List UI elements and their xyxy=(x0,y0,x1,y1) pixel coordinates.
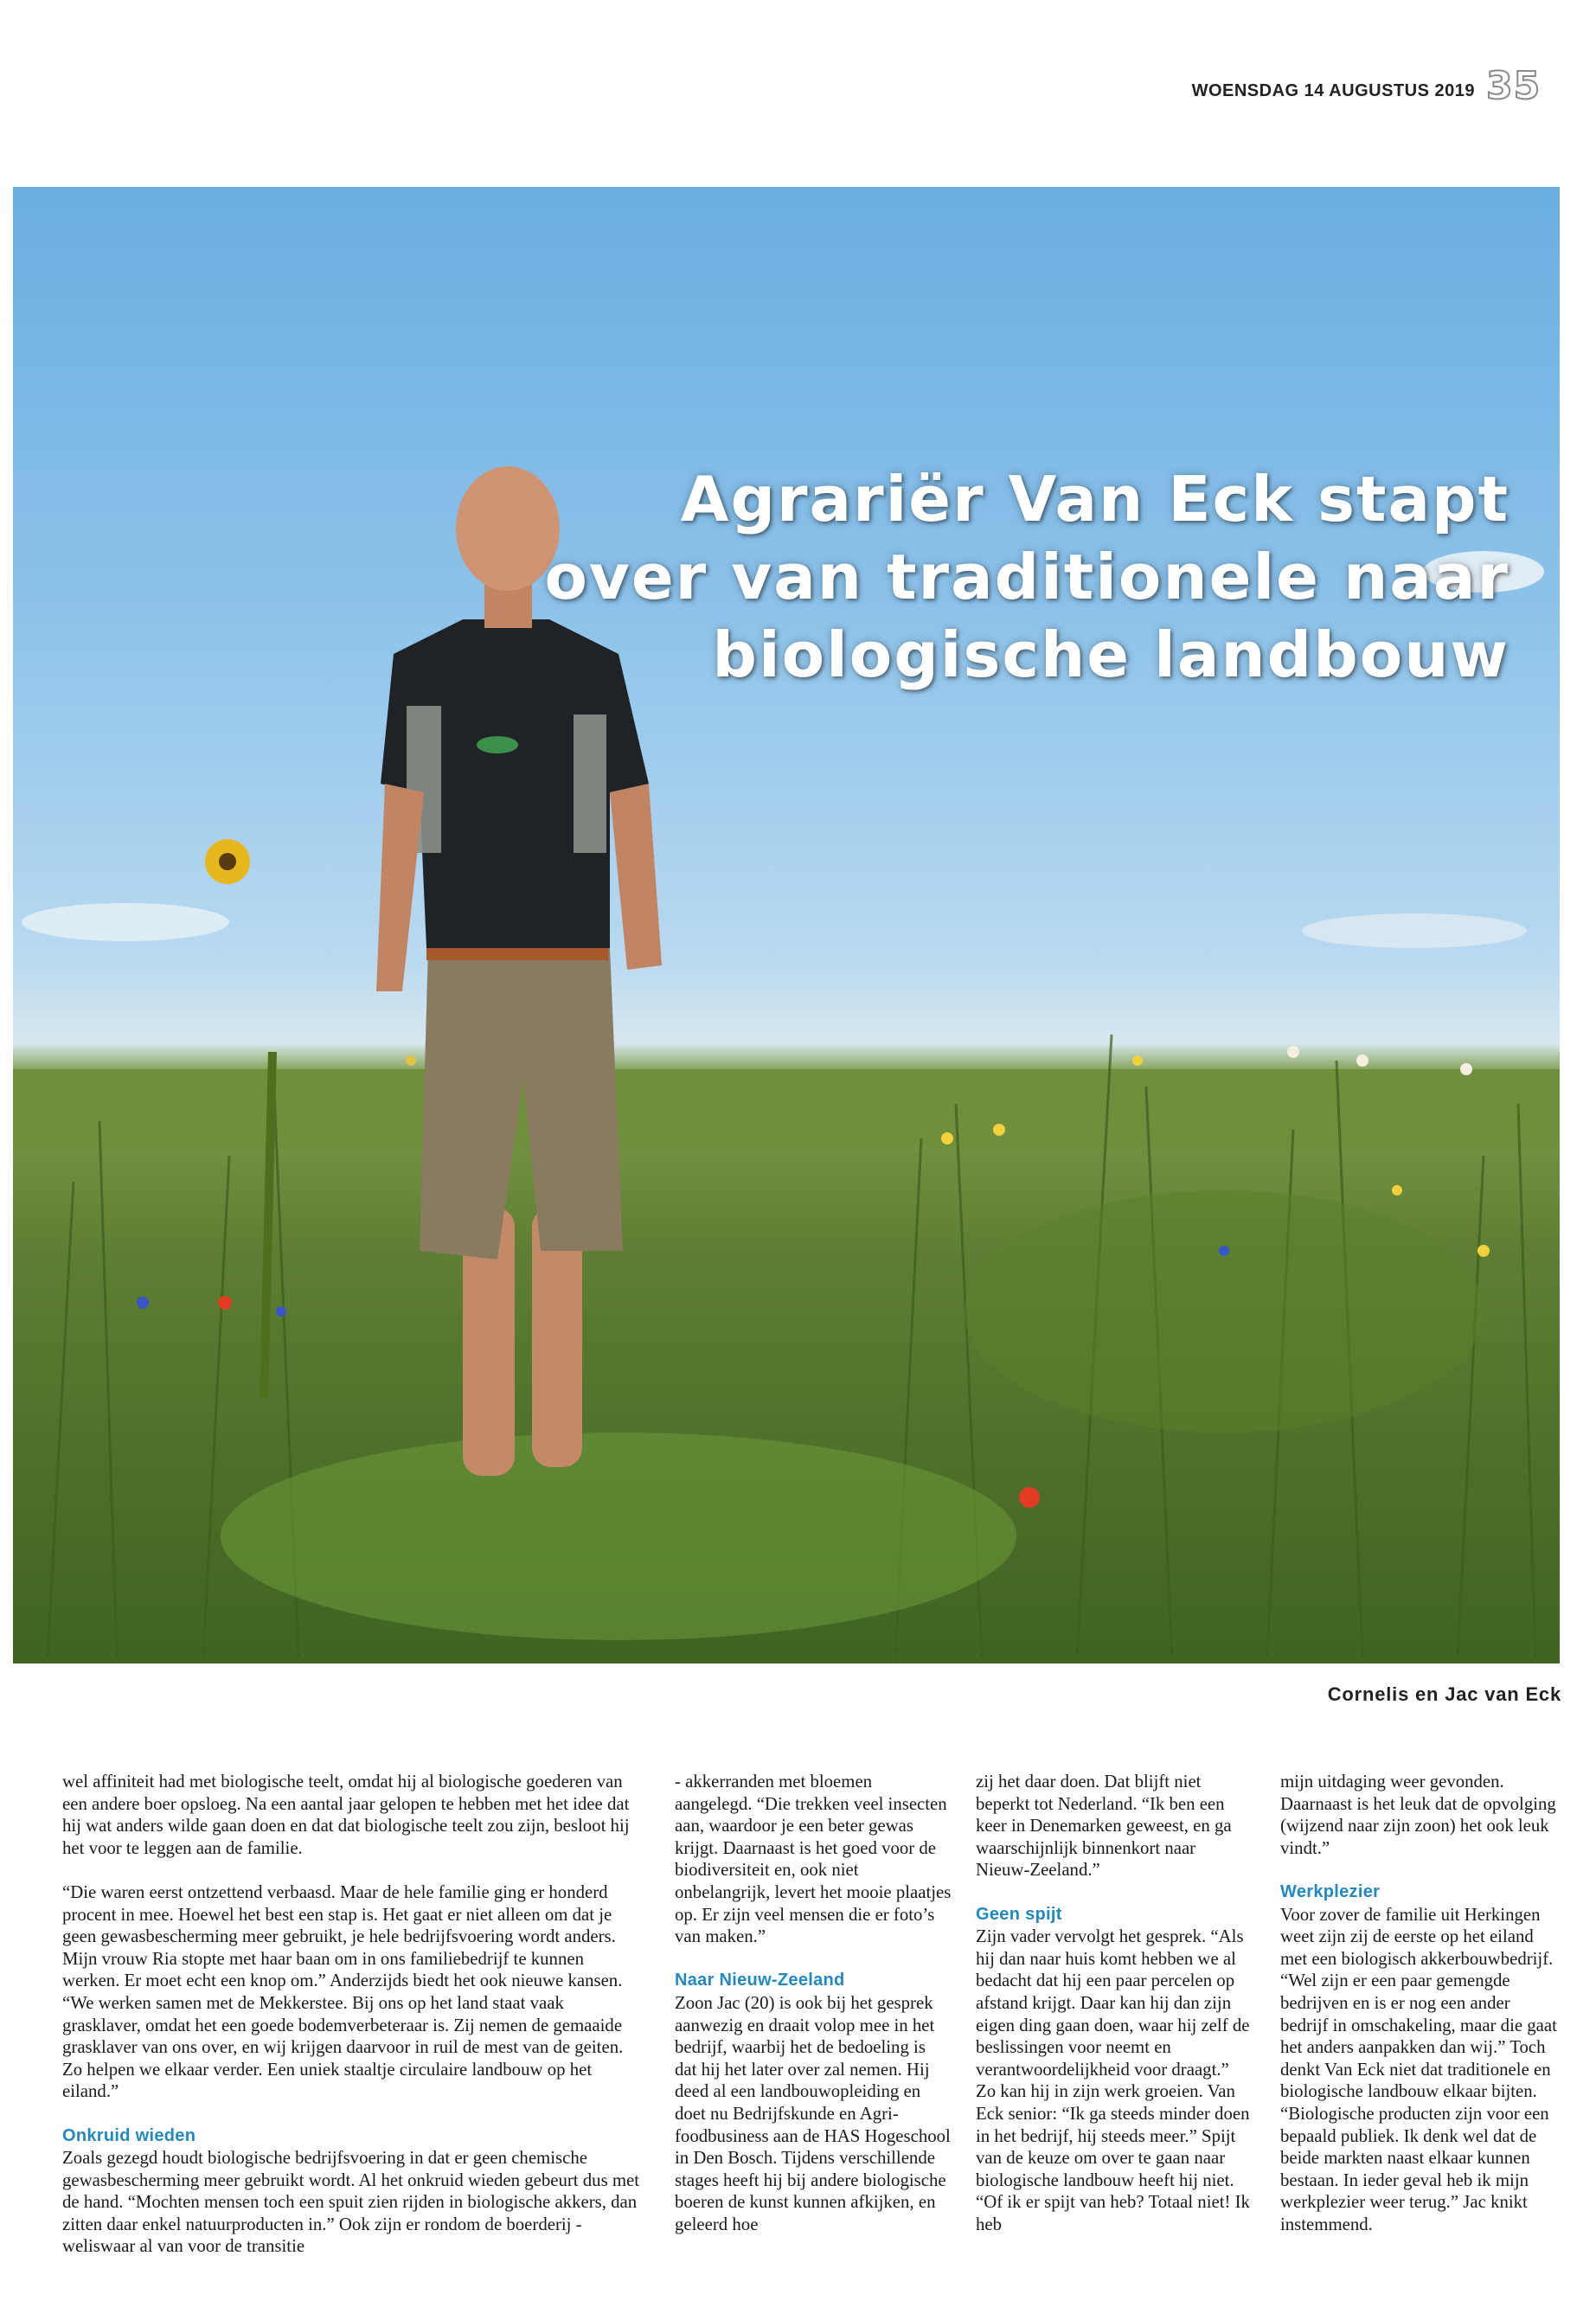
paragraph: Zijn vader vervolgt het gesprek. “Als hij dan naar huis komt hebben we al bedacht dat hij een paar percelen op afstand krijgt. Daar kan hij dan zijn eigen ding gaan doen, waar hij zelf de beslissingen voor neemt en verantwoordelijkheid voor draagt.” Zo kan hij in zijn werk groeien. Van Eck senior: “Ik ga steeds minder doen in het bedrijf, hij steeds meer.” Spijt van de keuze om over te gaan naar biologische landbouw heeft hij niet. “Of ik er spijt van heb? Totaal niet! Ik heb xyxy=(976,1926,1250,2234)
article-column-1 xyxy=(62,1771,642,2258)
paragraph: Voor zover de familie uit Herkingen weet zijn zij de eerste op het eiland met een biologisch akkerbouwbedrijf. “Wel zijn er een paar gemengde bedrijven en is er nog een ander bedrijf in omschakeling, maar die gaat het anders aanpakken dan wij.” Toch denkt Van Eck niet dat traditionele en biologische landbouw elkaar bijten. “Biologische producten zijn voor een bepaald publiek. Ik denk wel dat de beide markten naast elkaar kunnen bestaan. In ieder geval heb ik mijn werkplezier weer terug.” Jac knikt instemmend. xyxy=(1280,1904,1557,2234)
article-column-3 xyxy=(976,1771,1251,2235)
newspaper-date: WOENSDAG 14 AUGUSTUS 2019 xyxy=(1191,81,1475,100)
paragraph: Zoals gezegd houdt biologische bedrijfsvoering in dat er geen chemische gewasbescherming meer gebruikt wordt. Al het onkruid wieden gebeurt dus met de hand. “Mochten mensen toch een spuit zien rijden in biologische akkers, dan zitten daar enkel natuurproducten in.” Ook zijn er rondom de boerderij - weliswaar al van voor de transitie xyxy=(62,2148,640,2257)
headline-line: over van traditionele naar xyxy=(544,541,1509,613)
article-column-2 xyxy=(675,1771,952,2235)
subheading: Geen spijt xyxy=(976,1904,1062,1924)
paragraph: wel affiniteit had met biologische teelt, omdat hij al biologische goederen van een andere boer opsloeg. Na een aantal jaar gelopen te hebben met het idee dat hij wat anders wilde gaan doen en dat dat biologische teelt zou zijn, besloot hij het voor te leggen aan de familie. xyxy=(62,1772,630,1858)
subheading: Naar Nieuw-Zeeland xyxy=(675,1971,845,1990)
cloud xyxy=(1302,913,1527,948)
field-illustration xyxy=(13,187,1560,1663)
cloud xyxy=(22,903,229,941)
paragraph: “Die waren eerst ontzettend verbaasd. Maar de hele familie ging er honderd procent in mee. Hoewel het best een stap is. Het gaat er niet alleen om dat je geen gewasbescherming meer gebruikt, je hele bedrijfsvoering wordt anders. Mijn vrouw Ria stopte met haar baan om in ons familiebedrijf te kunnen werken. Er moet echt een knop om.” Anderzijds biedt het ook nieuwe kansen. “We werken samen met de Mekkerstee. Bij ons op het land staat vaak grasklaver, omdat het een goede bodemverbeteraar is. Zij nemen de gemaaide grasklaver van ons over, en wij krijgen daarvoor in ruil de mest van de geiten. Zo helpen we elkaar verder. Een uniek staaltje circulaire landbouw op het eiland.” xyxy=(62,1881,624,2102)
article-photo xyxy=(13,187,1560,1663)
paragraph: zij het daar doen. Dat blijft niet beperkt tot Nederland. “Ik ben een keer in Denemarken geweest, en ga waarschijnlijk binnenkort naar Nieuw-Zeeland.” xyxy=(976,1772,1232,1881)
photo-caption: Cornelis en Jac van Eck xyxy=(1327,1683,1561,1705)
page-number: 35 xyxy=(1486,64,1542,108)
subheading: Werkplezier xyxy=(1280,1881,1381,1901)
headline-line: biologische landbouw xyxy=(712,619,1509,691)
subheading: Onkruid wieden xyxy=(62,2125,196,2145)
paragraph: mijn uitdaging weer gevonden. Daarnaast is het leuk dat de opvolging (wijzend naar zijn zoon) het ook leuk vindt.” xyxy=(1280,1772,1556,1858)
headline xyxy=(428,460,1509,694)
paragraph: - akkerranden met bloemen aangelegd. “Die trekken veel insecten aan, waardoor je een beter gewas krijgt. Daarnaast is het goed voor de biodiversiteit en, ook niet onbelangrijk, levert het mooie plaatjes op. Er zijn veel mensen die er foto’s van maken.” xyxy=(675,1772,952,1947)
poppy xyxy=(1019,1487,1040,1508)
article-column-4 xyxy=(1280,1771,1557,2235)
paragraph: Zoon Jac (20) is ook bij het gesprek aanwezig en draait volop mee in het bedrijf, waarbij het de bedoeling is dat hij het later over zal nemen. Hij deed al een landbouwopleiding en doet nu Bedrijfskunde en Agri-foodbusiness aan de HAS Hogeschool in Den Bosch. Tijdens verschillende stages heeft hij bij andere biologische boeren de kunst kunnen afkijken, en geleerd hoe xyxy=(675,1992,951,2234)
headline-line: Agrariër Van Eck stapt xyxy=(680,463,1509,535)
